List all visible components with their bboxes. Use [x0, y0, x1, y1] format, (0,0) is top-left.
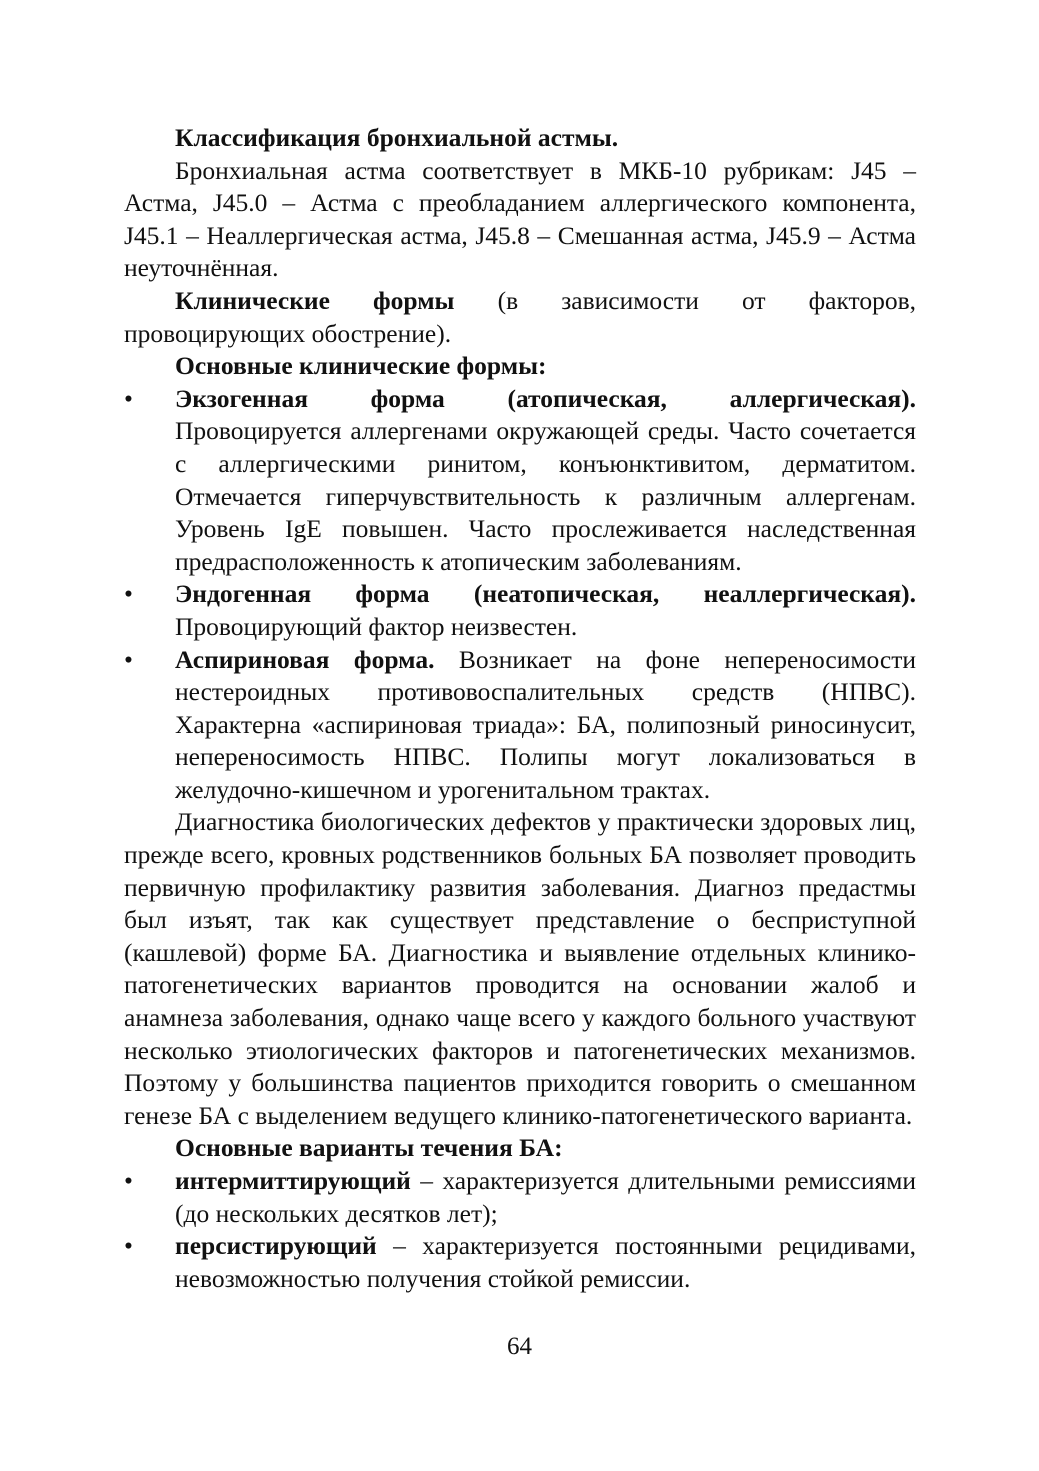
list-item-term: Экзогенная форма (атопическая, аллергическая). — [175, 383, 916, 413]
page-body — [124, 122, 916, 1295]
list-item-text: Возникает на фоне непереносимости нестероидных противовоспалительных средств (НПВС). Характерна «аспириновая триада»: БА, полипозный риносинусит, непереносимость НПВС. Полипы могут локализоваться в желудочно-кишечном и урогенитальном трактах. — [175, 644, 916, 804]
clinical-forms-description: (в зависимости от факторов, провоцирующих обострение). — [124, 285, 917, 348]
bullet-marker: • — [124, 1231, 133, 1261]
list-item-text: – характеризуется постоянными рецидивами, невозможностью получения стойкой ремиссии. — [175, 1231, 916, 1293]
course-variants-list — [124, 1165, 916, 1295]
list-item-text: Провоцируется аллергенами окружающей среды. Часто сочетается с аллергическими ринитом, конъюнктивитом, дерматитом. Отмечается гиперчувствительность к различным аллергенам. Уровень IgE повышен. Часто прослеживается наследственная предрасположенность к атопическим заболеваниям. — [175, 416, 916, 576]
list-item-aspirin-form — [124, 644, 916, 807]
list-item-term: Эндогенная форма (неатопическая, неаллергическая). — [175, 579, 916, 609]
bullet-marker: • — [124, 383, 133, 413]
bullet-marker: • — [124, 644, 133, 674]
icd-paragraph: Бронхиальная астма соответствует в МКБ-10 рубрикам: J45 – Астма, J45.0 – Астма с преобладанием аллергического компонента, J45.1 – Неаллергическая астма, J45.8 – Смешанная астма, J45.9 – Астма неуточнённая. — [124, 155, 916, 283]
list-item-text: – характеризуется длительными ремиссиями (до нескольких десятков лет); — [175, 1166, 916, 1228]
clinical-forms-paragraph — [124, 285, 916, 350]
section-heading-course-variants: Основные варианты течения БА: — [175, 1133, 563, 1163]
section-heading-classification: Классификация бронхиальной астмы. — [175, 123, 619, 152]
bullet-marker: • — [124, 1166, 133, 1195]
page-number: 64 — [507, 1333, 532, 1360]
clinical-forms-term: Клинические формы — [175, 285, 455, 315]
list-item-intermittent — [124, 1165, 916, 1230]
clinical-forms-list — [124, 383, 916, 807]
list-item-term: персистирующий — [175, 1231, 377, 1261]
bullet-marker: • — [124, 579, 133, 609]
list-item-text: Провоцирующий фактор неизвестен. — [175, 611, 578, 641]
list-item-term: интермиттирующий — [175, 1166, 411, 1195]
list-item-persistent — [124, 1230, 916, 1295]
list-item-exogenous-form — [124, 383, 916, 579]
diagnostics-paragraph: Диагностика биологических дефектов у практически здоровых лиц, прежде всего, кровных родственников больных БА позволяет проводить первичную профилактику развития заболевания. Диагноз предастмы был изъят, так как существует представление о бесприступной (кашлевой) форме БА. Диагностика и выявление отдельных клинико-патогенетических вариантов проводится на основании жалоб и анамнеза заболевания, однако чаще всего у каждого больного участвуют несколько этиологических факторов и патогенетических механизмов. Поэтому у большинства пациентов приходится говорить о смешанном генезе БА с выделением ведущего клинико-патогенетического варианта. — [124, 807, 916, 1130]
list-item-term: Аспириновая форма. — [175, 644, 435, 674]
list-item-endogenous-form — [124, 578, 916, 643]
section-heading-main-forms: Основные клинические формы: — [175, 351, 547, 381]
